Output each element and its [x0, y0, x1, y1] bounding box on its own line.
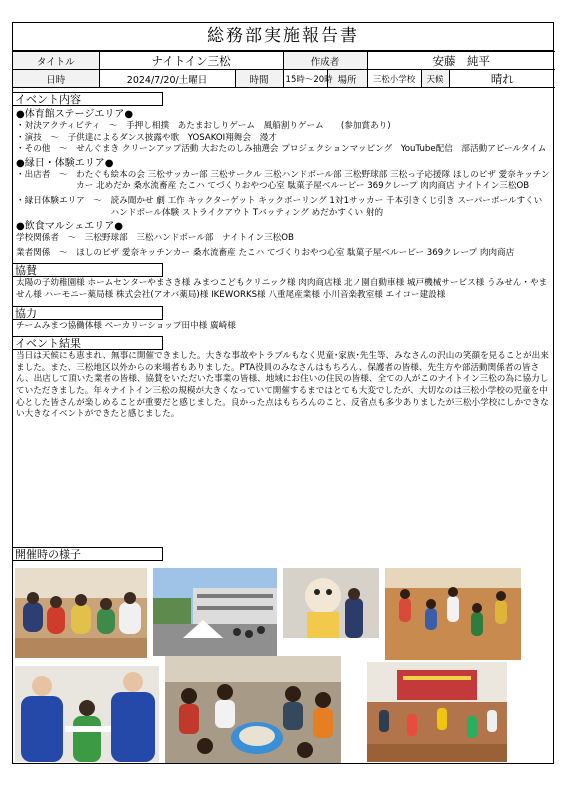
event-photo-gym-crowd: [15, 568, 147, 658]
author-value: 安藤 純平: [367, 52, 555, 70]
gym-line: ・対決アクティビティ ～ 手押し相撲 あたまおしりゲーム 風船割りゲーム (参加賞あり): [16, 121, 391, 131]
gym-line: ・その他 ～ せんぐまき クリーンアップ活動 大おたのしみ抽選会 プロジェクションマッピング YouTube配信 部活動アピールタイム: [16, 144, 547, 155]
cooperation-text: チームみまつ協働体様 ベーカリーショップ田中様 廣崎様: [16, 320, 236, 331]
place-label: 場所: [327, 70, 367, 88]
fair-heading: ●縁日・体験エリア●: [16, 157, 114, 169]
business-value: ほしのピザ 愛奈キッチンカー 桑水流畜産 たこハ てづくりおやつ心室 駄菓子屋ベルーピー 369クレープ 肉肉商店: [76, 247, 515, 258]
meta-table: [13, 51, 555, 88]
result-text: 当日は天候にも恵まれ、無事に開催できました。大きな事故やトラブルもなく児童･家族･先生等、みなさんの沢山の笑顔を見ることが出来ました。また、三松地区以外からの来場者もありました。PTA役員のみなさんはもちろん、保護者の皆様、先生方や部活動関係者の皆さん、出店して頂いた業者の皆様、協賛をいただいた事業の皆様、地域にお住いの住民の皆様、全ての人がこのナイトイン三松の為に協力していただきました。年々ナイトイン三松の規模が大きくなっていて開催するまではとても大変でしたが、大切なのは三松小学校の児童を中心とした皆さんが楽しめることが重要だと感じました。良かった点はもちろんのこと、反省点も多少ありましたが三松小学校にしかできない大きなイベントができたと感じました。: [16, 351, 549, 420]
sponsors-heading: 協賛: [13, 263, 163, 277]
food-heading: ●飲食マルシェエリア●: [16, 221, 124, 233]
vendor-row: [16, 170, 550, 193]
time-value: 15時～20時: [283, 70, 327, 88]
business-key: 業者関係 ～: [16, 247, 77, 258]
school-row: [16, 233, 550, 245]
event-photo-table: [165, 656, 341, 763]
event-photo-mascot: [283, 568, 379, 638]
title-label: タイトル: [13, 52, 99, 70]
school-key: 学校関係者 ～: [16, 233, 85, 244]
author-label: 作成者: [283, 52, 367, 70]
event-photo-kids-gym: [385, 568, 521, 660]
time-label: 時間: [235, 70, 283, 88]
title-value: ナイトイン三松: [99, 52, 283, 70]
cooperation-heading: 協力: [13, 306, 163, 320]
date-value: 2024/7/20/土曜日: [99, 70, 235, 88]
weather-value: 晴れ: [449, 70, 555, 88]
sponsors-text: 太陽の子幼稚園様 ホームセンターやまさき様 みまつこどもクリニック様 肉肉商店様 北ノ園自動車様 城戸機械サービス様 うみせん・やません様 ハーモニー薬局様 株式会社(アオバ薬局)様 IKEWORKS様 八重尾産業様 小川音楽教室様 エイコー建設様: [16, 278, 548, 300]
experience-value: 読み聞かせ 劇 工作 キックターゲット キックボーリング 1対1サッカー 千本引きくじ引き スーパーボールすくい ハンドボール体験 ストライクアウト Tバッティング めだかすくい 射的: [110, 195, 543, 218]
event-photo-school-outdoor: [153, 568, 277, 656]
result-heading: イベント結果: [13, 336, 163, 350]
photos-heading: 開催時の様子: [13, 547, 163, 561]
weather-label: 天候: [421, 70, 449, 88]
vendor-key: ・出店者 ～: [16, 169, 77, 180]
vendor-value: わたぐも絵本の会 三松サッカー部 三松サークル 三松ハンドボール部 三松野球部 三松っ子応援隊 ほしのピザ 愛奈キッチンカー 北めだか 桑水流畜産 たこハ てづくりおやつ心室 駄菓子屋ベルーピー 369クレープ 肉肉商店 ナイトイン三松OB: [76, 169, 550, 192]
date-label: 日時: [13, 70, 99, 88]
photo-collage: [15, 568, 551, 763]
experience-row: [16, 196, 550, 219]
report-page: [12, 22, 554, 764]
event-section: [13, 108, 553, 259]
event-photo-gym-stage: [367, 662, 507, 762]
gym-line: ・演技 ～ 子供達によるダンス披露や歌 YOSAKOI翔舞会 漫才: [16, 132, 277, 143]
report-title: 総務部実施報告書: [13, 23, 553, 51]
event-photo-happi: [15, 666, 159, 762]
business-row: [16, 248, 550, 260]
gym-heading: ●体育館ステージエリア●: [16, 109, 134, 120]
school-value: 三松野球部 三松ハンドボール部 ナイトイン三松OB: [84, 233, 294, 244]
place-value: 三松小学校: [367, 70, 421, 88]
event-heading: イベント内容: [13, 92, 163, 106]
experience-key: ・縁日体験エリア ～: [16, 195, 111, 206]
